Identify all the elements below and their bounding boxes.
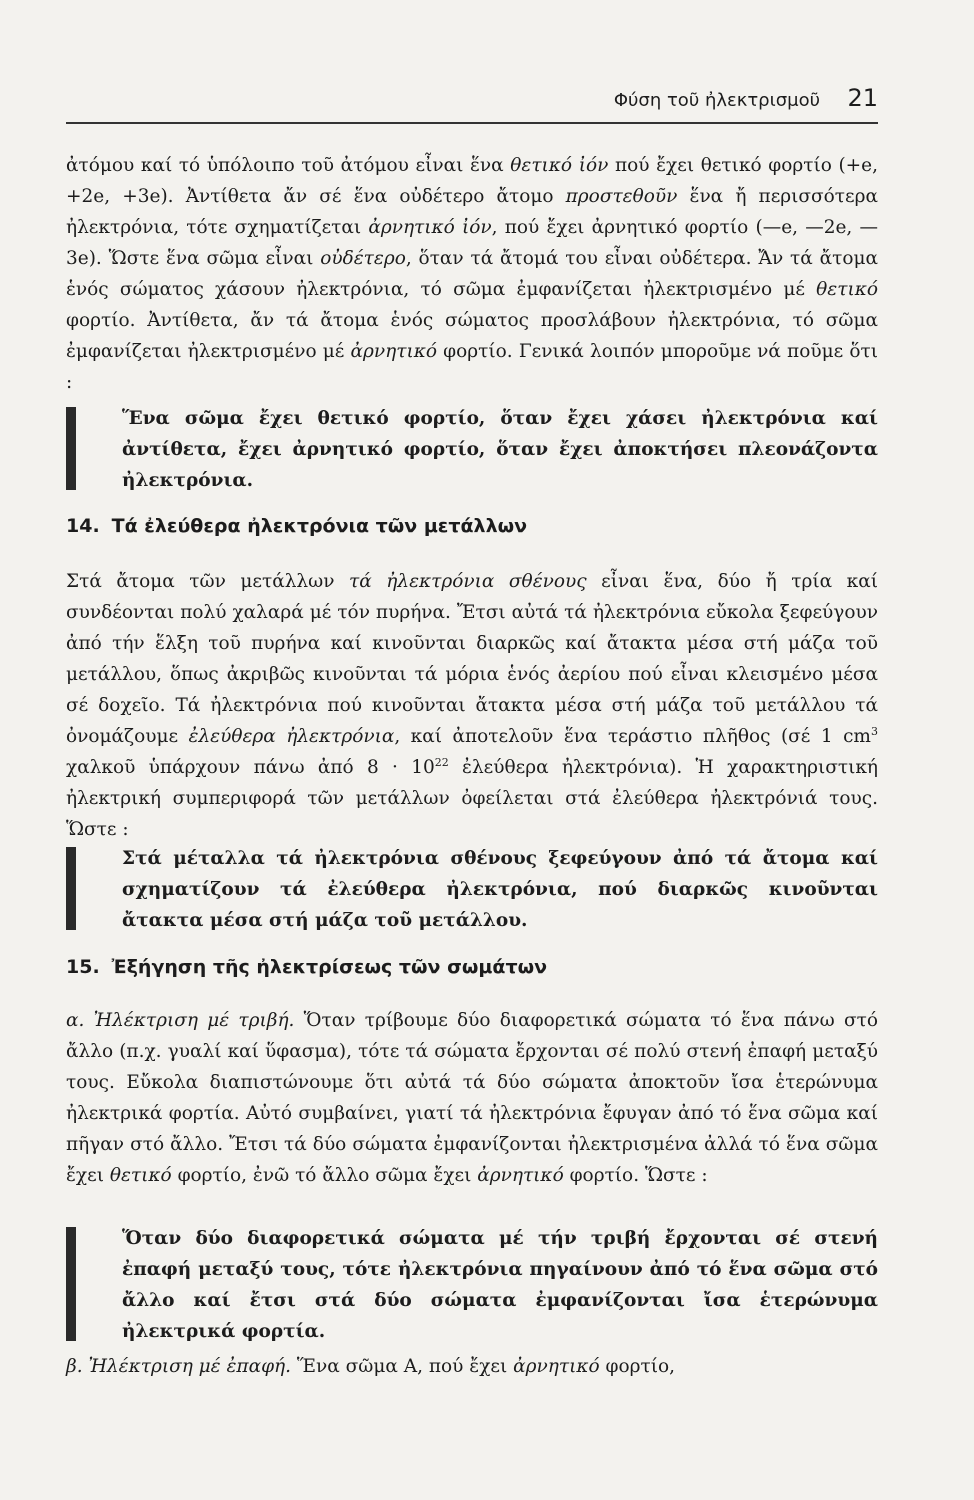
italic-term: τά ἠλεκτρόνια σθένους xyxy=(349,571,587,592)
key-statement-text: Στά μέταλλα τά ἠλεκτρόνια σθένους ξεφεύγουν ἀπό τά ἄτομα καί σχηματίζουν τά ἐλεύθερα ἠλεκτρόνια, πού διαρκῶς κινοῦνται ἄτακτα μέσα στή μάζα τοῦ μετάλλου. xyxy=(122,848,878,931)
italic-term: ἀρνητικό xyxy=(477,1165,564,1186)
running-title: Φύση τοῦ ἠλεκτρισμοῦ xyxy=(613,90,820,111)
section-title: Τά ἐλεύθερα ἠλεκτρόνια τῶν μετάλλων xyxy=(111,515,528,537)
italic-term: ἀρνητικό ἰόν xyxy=(368,217,492,238)
text-run: Στά ἄτομα τῶν μετάλλων xyxy=(66,571,350,592)
highlight-bar xyxy=(66,1227,76,1341)
highlight-bar xyxy=(66,847,76,930)
key-statement-1 xyxy=(66,403,878,496)
paragraph-free-electrons xyxy=(66,566,878,845)
text-run: φορτίο. Ὥστε : xyxy=(563,1165,708,1186)
text-run: φορτίο, xyxy=(599,1356,675,1377)
italic-term: α. Ἠλέκτριση μέ τριβή. xyxy=(66,1010,295,1031)
key-statement-3 xyxy=(66,1223,878,1347)
italic-term: θετικό xyxy=(816,279,878,300)
text-run: ἐλεύθερα ἠλεκτρόνια). Ἡ χαρακτηριστική ἠλεκτρική συμπεριφορά τῶν μετάλλων ὀφείλεται στά ἐλεύθερα ἠλεκτρόνιά τους. Ὥστε : xyxy=(66,757,878,840)
section-number: 15. xyxy=(66,956,100,978)
text-run: πού ἔχει θετικό φορτίο (+e, +2e, +3e). Ἀντίθετα ἄν σέ ἕνα οὐδέτερο ἄτομο xyxy=(66,155,879,207)
section-number: 14. xyxy=(66,515,100,537)
text-run: ἀτόμου καί τό ὑπόλοιπο τοῦ ἀτόμου εἶναι ἕνα xyxy=(66,155,511,176)
text-run: ἕνα ἤ περισσότερα ἠλεκτρόνια, τότε σχηματίζεται xyxy=(66,186,878,238)
page-number: 21 xyxy=(847,84,878,112)
italic-term: ἀρνητικό xyxy=(350,341,438,362)
section-title: Ἐξήγηση τῆς ἠλεκτρίσεως τῶν σωμάτων xyxy=(111,956,548,978)
italic-term: οὐδέτερο xyxy=(320,248,406,269)
text-run: φορτίο. Ἀντίθετα, ἄν τά ἄτομα ἑνός σώματος προσλάβουν ἠλεκτρόνια, τό σῶμα ἐμφανίζεται ἠλεκτρισμένο μέ xyxy=(66,310,878,362)
text-run: φορτίο. Γενικά λοιπόν μποροῦμε νά ποῦμε ὅτι : xyxy=(66,341,878,393)
superscript: 22 xyxy=(434,755,449,769)
italic-term: προστεθοῦν xyxy=(565,186,678,207)
text-run: , πού ἔχει ἀρνητικό φορτίο (—e, —2e, —3e). Ὥστε ἕνα σῶμα εἶναι xyxy=(66,217,878,269)
paragraph-friction xyxy=(66,1005,878,1191)
superscript: 3 xyxy=(870,724,878,738)
paragraph-ions xyxy=(66,150,878,398)
text-run: Ἕνα σῶμα Α, πού ἔχει xyxy=(291,1356,514,1377)
text-run: Ὅταν τρίβουμε δύο διαφορετικά σώματα τό ἕνα πάνω στό ἄλλο (π.χ. γυαλί καί ὕφασμα), τότε τά σώματα ἔρχονται σέ πολύ στενή ἐπαφή μεταξύ τους. Εὔκολα διαπιστώνουμε ὅτι αὐτά τά δύο σώματα ἀποκτοῦν ἴσα ἑτερώνυμα ἠλεκτρικά φορτία. Αὐτό συμβαίνει, γιατί τά ἠλεκτρόνια ἔφυγαν ἀπό τό ἕνα σῶμα καί πῆγαν στό ἄλλο. Ἔτσι τά δύο σώματα ἐμφανίζονται ἠλεκτρισμένα ἀλλά τό ἕνα σῶμα ἔχει xyxy=(66,1010,878,1186)
italic-term: ἐλεύθερα ἠλεκτρόνια xyxy=(188,726,395,747)
section-heading-15 xyxy=(66,956,878,978)
text-run: εἶναι ἕνα, δύο ἤ τρία καί συνδέονται πολύ χαλαρά μέ τόν πυρήνα. Ἔτσι αὐτά τά ἠλεκτρόνια εὔκολα ξεφεύγουν ἀπό τήν ἕλξη τοῦ πυρήνα καί κινοῦνται διαρκῶς καί ἄτακτα μέσα στή μάζα τοῦ μετάλλου, ὅπως ἀκριβῶς κινοῦνται τά μόρια ἑνός ἀερίου πού εἶναι κλεισμένο μέσα σέ δοχεῖο. Τά ἠλεκτρόνια πού κινοῦνται ἄτακτα μέσα στή μάζα τοῦ μετάλλου τά ὀνομάζουμε xyxy=(66,571,878,747)
page-header xyxy=(66,84,878,124)
italic-term: θετικό ἰόν xyxy=(510,155,609,176)
text-run: , καί ἀποτελοῦν ἕνα τεράστιο πλῆθος (σέ 1 cm xyxy=(394,726,871,747)
key-statement-text: Ἕνα σῶμα ἔχει θετικό φορτίο, ὅταν ἔχει χάσει ἠλεκτρόνια καί ἀντίθετα, ἔχει ἀρνητικό φορτίο, ὅταν ἔχει ἀποκτήσει πλεονάζοντα ἠλεκτρόνια. xyxy=(122,408,878,491)
text-run: , ὅταν τά ἄτομά του εἶναι οὐδέτερα. Ἄν τά ἄτομα ἑνός σώματος χάσουν ἠλεκτρόνια, τό σῶμα ἐμφανίζεται ἠλεκτρισμένο μέ xyxy=(66,248,878,300)
key-statement-2 xyxy=(66,843,878,936)
italic-term: β. Ἠλέκτριση μέ ἐπαφή. xyxy=(66,1356,291,1377)
text-run: φορτίο, ἐνῶ τό ἄλλο σῶμα ἔχει xyxy=(171,1165,478,1186)
section-heading-14 xyxy=(66,515,878,537)
key-statement-text: Ὅταν δύο διαφορετικά σώματα μέ τήν τριβή ἔρχονται σέ στενή ἐπαφή μεταξύ τους, τότε ἠλεκτρόνια πηγαίνουν ἀπό τό ἕνα σῶμα στό ἄλλο καί ἔτσι στά δύο σώματα ἐμφανίζονται ἴσα ἑτερώνυμα ἠλεκτρικά φορτία. xyxy=(122,1228,878,1342)
text-run: χαλκοῦ ὑπάρχουν πάνω ἀπό 8 · 10 xyxy=(66,757,435,778)
paragraph-contact xyxy=(66,1351,878,1382)
italic-term: ἀρνητικό xyxy=(513,1356,600,1377)
highlight-bar xyxy=(66,407,76,490)
italic-term: θετικό xyxy=(109,1165,172,1186)
